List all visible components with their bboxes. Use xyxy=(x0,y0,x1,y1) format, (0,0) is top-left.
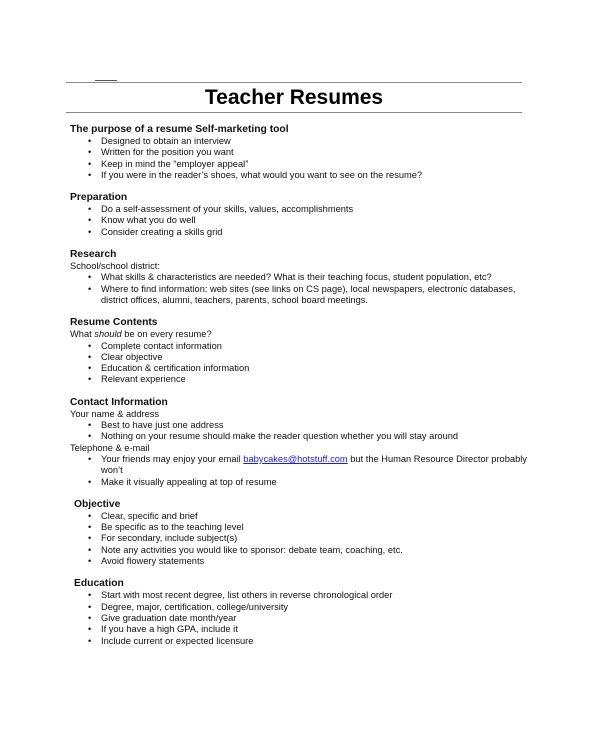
bullet-list xyxy=(70,341,540,386)
list-item: • Designed to obtain an interview xyxy=(88,136,231,146)
list-item: • Degree, major, certification, college/university xyxy=(88,601,289,612)
section-heading: Education xyxy=(74,578,124,590)
bullet-icon: • xyxy=(88,136,92,146)
list-item: • Clear objective xyxy=(88,351,163,362)
bullet-icon: • xyxy=(88,624,92,635)
section-contact-information xyxy=(70,396,540,488)
list-item: • Be specific as to the teaching level xyxy=(88,522,244,533)
bullet-icon: • xyxy=(88,204,92,215)
list-item: • Do a self-assessment of your skills, values, accomplishments xyxy=(88,204,354,215)
section-resume-contents xyxy=(70,316,540,385)
bullet-list xyxy=(70,590,540,646)
bullet-icon: • xyxy=(88,431,92,442)
bullet-icon: • xyxy=(88,147,92,158)
section-subheading: Your name & address xyxy=(70,408,160,419)
section-heading: Contact Information xyxy=(70,396,168,408)
bullet-icon: • xyxy=(88,453,92,464)
bullet-icon: • xyxy=(88,544,92,555)
section-subheading: What should be on every resume? xyxy=(70,329,212,340)
section-subheading: Telephone & e-mail xyxy=(70,442,150,453)
list-item: • Start with most recent degree, list others in reverse chronological order xyxy=(88,590,393,601)
list-item: • Note any activities you would like to sponsor: debate team, coaching, etc. xyxy=(88,544,403,555)
section-preparation xyxy=(70,191,540,238)
bullet-icon: • xyxy=(88,351,92,362)
title-rule-bottom xyxy=(66,112,522,113)
bullet-list xyxy=(70,272,540,306)
bullet-icon: • xyxy=(88,601,92,612)
section-education xyxy=(70,577,540,646)
bullet-icon: • xyxy=(88,158,92,169)
bullet-icon: • xyxy=(88,612,92,623)
page-title: Teacher Resumes xyxy=(204,86,384,109)
section-heading: Objective xyxy=(74,498,121,510)
section-purpose xyxy=(70,123,540,181)
list-item: • Your friends may enjoy your email babycakes@hotstuff.com but the Human Resource Director probably won’t xyxy=(88,453,527,476)
bullet-icon: • xyxy=(88,374,92,385)
bullet-icon: • xyxy=(88,635,92,646)
list-item: • For secondary, include subject(s) xyxy=(88,533,238,544)
bullet-icon: • xyxy=(88,215,92,226)
section-subheading: School/school district: xyxy=(70,261,160,272)
bullet-icon: • xyxy=(88,533,92,544)
list-item: • Written for the position you want xyxy=(88,147,234,158)
email-link[interactable]: babycakes@hotstuff.com xyxy=(243,453,348,464)
bullet-list xyxy=(70,511,540,567)
list-item: • Nothing on your resume should make the reader question whether you will stay around xyxy=(88,431,459,442)
bullet-icon: • xyxy=(88,169,92,180)
title-rule-top xyxy=(66,82,522,83)
bullet-icon: • xyxy=(88,363,92,374)
list-item: • What skills & characteristics are needed? What is their teaching focus, student population, etc? xyxy=(88,272,492,283)
list-item: • Make it visually appealing at top of resume xyxy=(88,476,277,487)
section-heading: Preparation xyxy=(70,192,128,204)
list-item: • If you were in the reader’s shoes, what would you want to see on the resume? xyxy=(88,169,423,180)
bullet-list xyxy=(70,136,540,181)
bullet-icon: • xyxy=(88,283,92,294)
bullet-list xyxy=(70,420,540,443)
section-heading: Research xyxy=(70,249,117,261)
list-item: • Best to have just one address xyxy=(88,420,224,431)
bullet-icon: • xyxy=(88,590,92,601)
bullet-icon: • xyxy=(88,226,92,237)
list-item: • Avoid flowery statements xyxy=(88,556,205,567)
section-heading: Resume Contents xyxy=(70,317,158,329)
bullet-list xyxy=(70,454,540,488)
document-body xyxy=(70,123,540,647)
bullet-icon: • xyxy=(88,522,92,533)
bullet-icon: • xyxy=(88,556,92,567)
list-item: • Complete contact information xyxy=(88,340,222,351)
bullet-list xyxy=(70,204,540,238)
list-item: • Clear, specific and brief xyxy=(88,510,198,521)
list-item: • Include current or expected licensure xyxy=(88,635,254,646)
list-item: • Keep in mind the “employer appeal” xyxy=(88,158,249,169)
list-item: • Where to find information: web sites (see links on CS page), local newspapers, electronic databases, district offices, alumni, teachers, parents, school board meetings. xyxy=(88,283,516,305)
bullet-icon: • xyxy=(88,272,92,283)
section-heading: The purpose of a resume Self-marketing tool xyxy=(70,124,289,135)
list-item: • If you have a high GPA, include it xyxy=(88,624,238,635)
list-item: • Consider creating a skills grid xyxy=(88,226,223,237)
bullet-icon: • xyxy=(88,420,92,431)
list-item: • Education & certification information xyxy=(88,363,250,374)
bullet-icon: • xyxy=(88,510,92,521)
section-research xyxy=(70,248,540,306)
header-tick xyxy=(95,80,117,81)
bullet-icon: • xyxy=(88,476,92,487)
list-item: • Give graduation date month/year xyxy=(88,612,237,623)
list-item: • Relevant experience xyxy=(88,374,186,385)
bullet-icon: • xyxy=(88,340,92,351)
list-item: • Know what you do well xyxy=(88,215,196,226)
section-objective xyxy=(70,498,540,567)
